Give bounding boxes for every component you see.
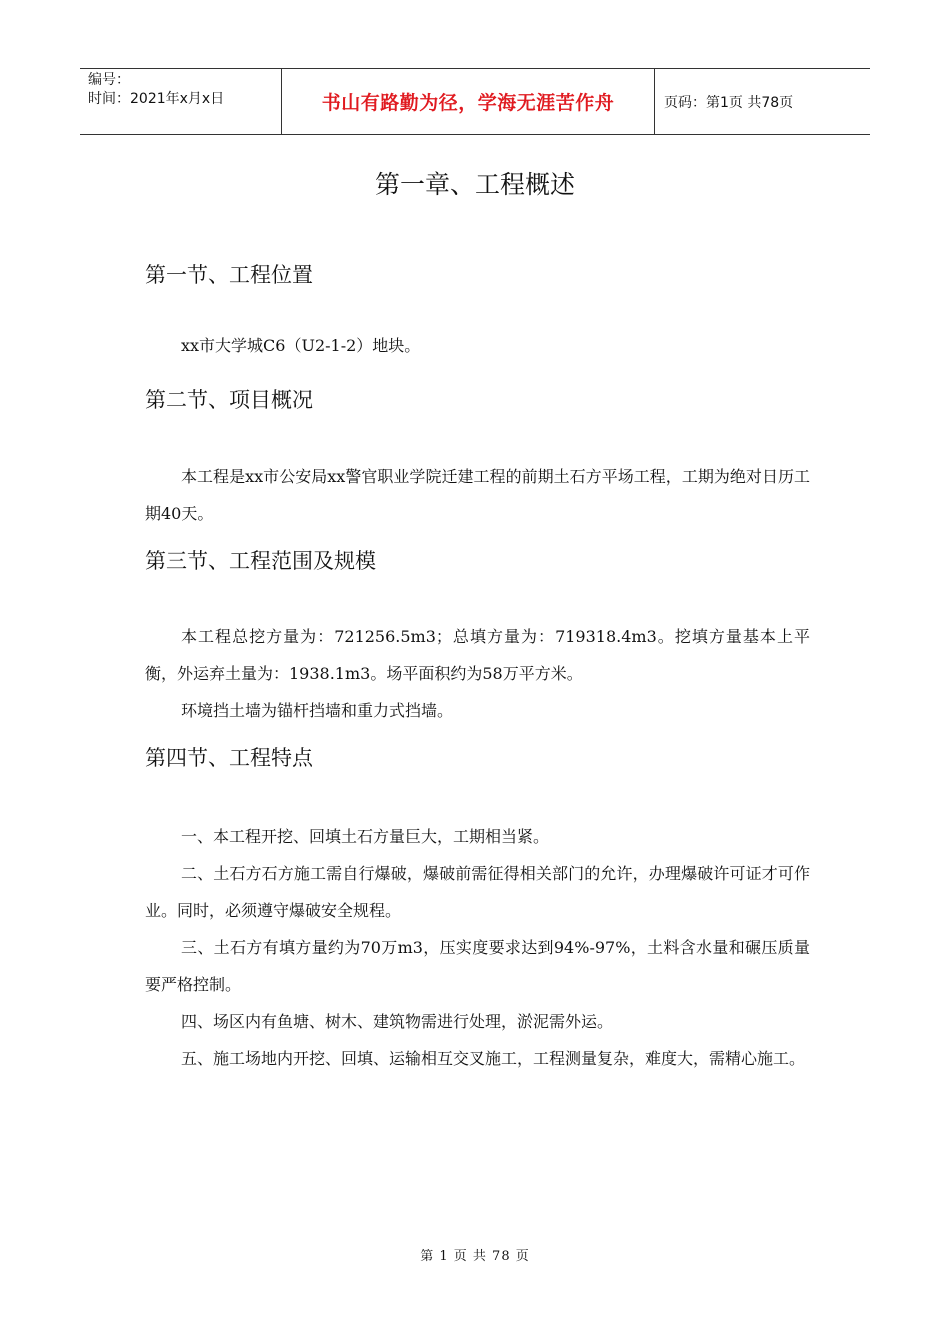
- page-header: [80, 68, 870, 135]
- header-motto: 书山有路勤为径，学海无涯苦作舟: [281, 69, 655, 134]
- page-footer: 第 1 页 共 78 页: [420, 1249, 530, 1264]
- section-paragraph: 本工程是xx市公安局xx警官职业学院迁建工程的前期土石方平场工程，工期为绝对日历工期40天。: [145, 467, 810, 523]
- section-heading: 第三节、工程范围及规模: [145, 549, 376, 573]
- section-paragraph: 一、本工程开挖、回填土石方量巨大，工期相当紧。: [181, 827, 550, 846]
- section-paragraph: xx市大学城C6（U2-1-2）地块。: [181, 336, 421, 355]
- document-number-label: 编号：: [88, 72, 130, 88]
- section-location: [145, 260, 810, 364]
- section-paragraph: 三、土石方有填方量约为70万m3，压实度要求达到94%-97%，土料含水量和碾压质量要严格控制。: [145, 938, 810, 994]
- chapter-title: 第一章、工程概述: [374, 170, 575, 199]
- document-date: 时间：2021年x月x日: [88, 91, 225, 107]
- section-heading: 第二节、项目概况: [145, 388, 313, 412]
- section-scope: [145, 546, 810, 729]
- section-paragraph: 环境挡土墙为锚杆挡墙和重力式挡墙。: [181, 701, 454, 720]
- section-heading: 第一节、工程位置: [145, 263, 313, 287]
- section-paragraph: 四、场区内有鱼塘、树木、建筑物需进行处理，淤泥需外运。: [181, 1012, 614, 1031]
- section-overview: [145, 385, 810, 532]
- header-page-info: 页码：第1页 共78页: [664, 94, 794, 111]
- section-features: [145, 743, 810, 1077]
- section-paragraph: 二、土石方石方施工需自行爆破，爆破前需征得相关部门的允许，办理爆破许可证才可作业。同时，必须遵守爆破安全规程。: [145, 864, 810, 920]
- section-heading: 第四节、工程特点: [145, 746, 313, 770]
- header-meta: [80, 69, 281, 134]
- section-paragraph: 五、施工场地内开挖、回填、运输相互交叉施工，工程测量复杂，难度大，需精心施工。: [181, 1049, 806, 1068]
- section-paragraph: 本工程总挖方量为：721256.5m3；总填方量为：719318.4m3。挖填方量基本上平衡，外运弃土量为：1938.1m3。场平面积约为58万平方米。: [145, 627, 810, 683]
